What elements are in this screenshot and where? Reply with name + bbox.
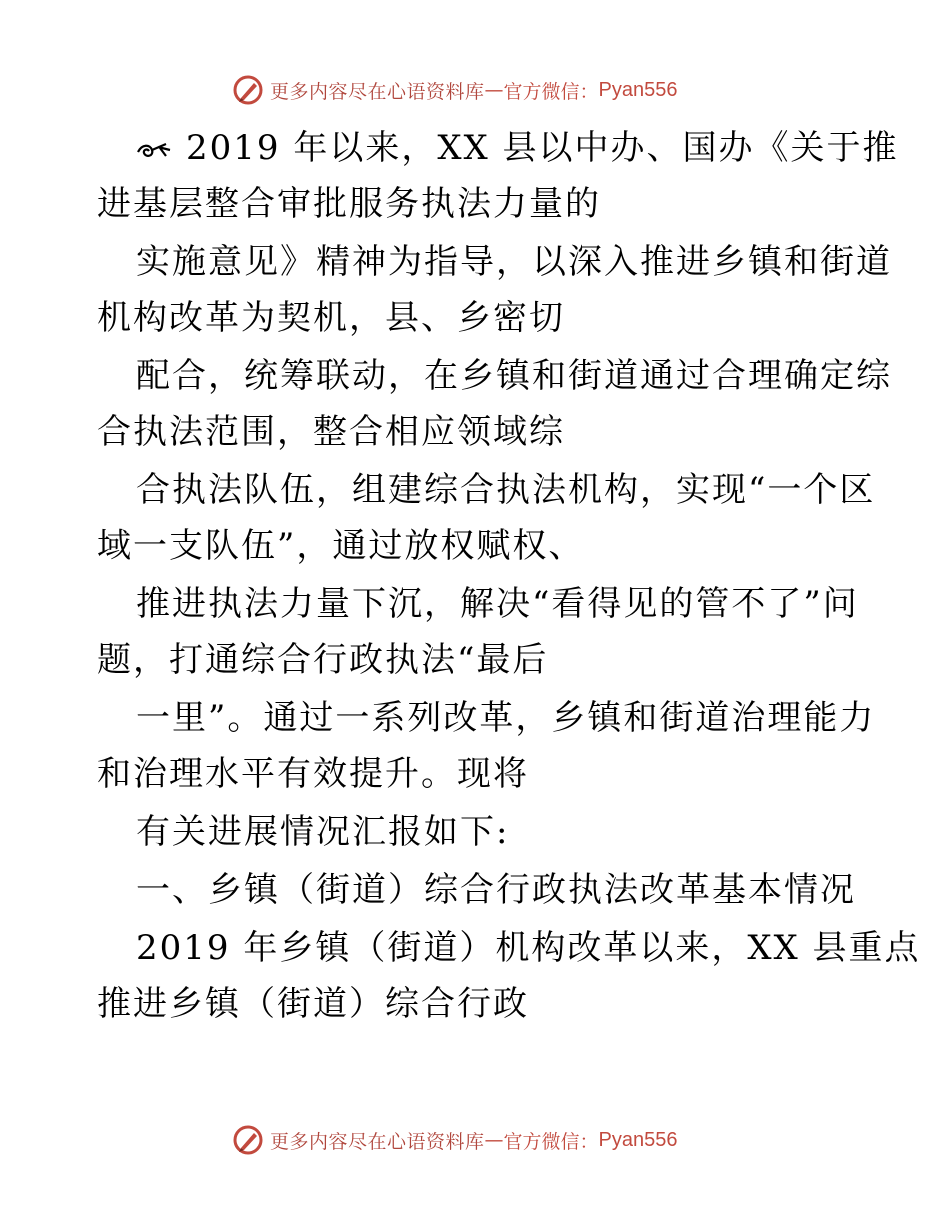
watermark-account-label: 官方微信：	[503, 80, 599, 103]
text-line-5: 配合，统筹联动，在乡镇和街道通过合理确定综	[136, 356, 892, 396]
footer-watermark	[232, 1122, 678, 1158]
watermark-brand: 更多内容尽在心语资料库	[270, 80, 485, 103]
pen-logo-icon	[232, 74, 264, 106]
text-line-4: 机构改革为契机，县、乡密切	[97, 298, 565, 338]
text-line-1	[136, 128, 899, 168]
watermark-brand: 更多内容尽在心语资料库	[270, 1130, 485, 1153]
text-line-7: 合执法队伍，组建综合执法机构，实现“一个区	[136, 470, 876, 510]
watermark-account-label: 官方微信：	[503, 1130, 599, 1153]
text-line-2: 进基层整合审批服务执法力量的	[97, 184, 601, 224]
text-line-12: 和治理水平有效提升。现将	[97, 754, 529, 794]
section-heading: 一、乡镇（街道）综合行政执法改革基本情况	[136, 870, 856, 910]
watermark-account-id: Pyan556	[598, 1128, 678, 1151]
pen-logo-icon	[232, 1124, 264, 1156]
text-line-3: 实施意见》精神为指导，以深入推进乡镇和街道	[136, 242, 892, 282]
text-line-13: 有关进展情况汇报如下:	[136, 812, 510, 852]
header-watermark	[232, 72, 678, 108]
ornament-icon	[136, 138, 172, 162]
paragraph-line: 2019 年以来，XX 县以中办、国办《关于推	[186, 128, 899, 168]
text-line-6: 合执法范围，整合相应领域综	[97, 412, 565, 452]
text-line-8: 域一支队伍”，通过放权赋权、	[97, 526, 585, 566]
watermark-separator: —	[484, 79, 504, 101]
text-line-9: 推进执法力量下沉，解决“看得见的管不了”问	[136, 584, 859, 624]
text-line-16: 推进乡镇（街道）综合行政	[97, 984, 529, 1024]
text-line-11: 一里”。通过一系列改革，乡镇和街道治理能力	[136, 698, 876, 738]
watermark-account-id: Pyan556	[598, 78, 678, 101]
watermark-separator: —	[484, 1129, 504, 1151]
text-line-10: 题，打通综合行政执法“最后	[97, 640, 549, 680]
text-line-15: 2019 年乡镇（街道）机构改革以来，XX 县重点	[136, 928, 921, 968]
